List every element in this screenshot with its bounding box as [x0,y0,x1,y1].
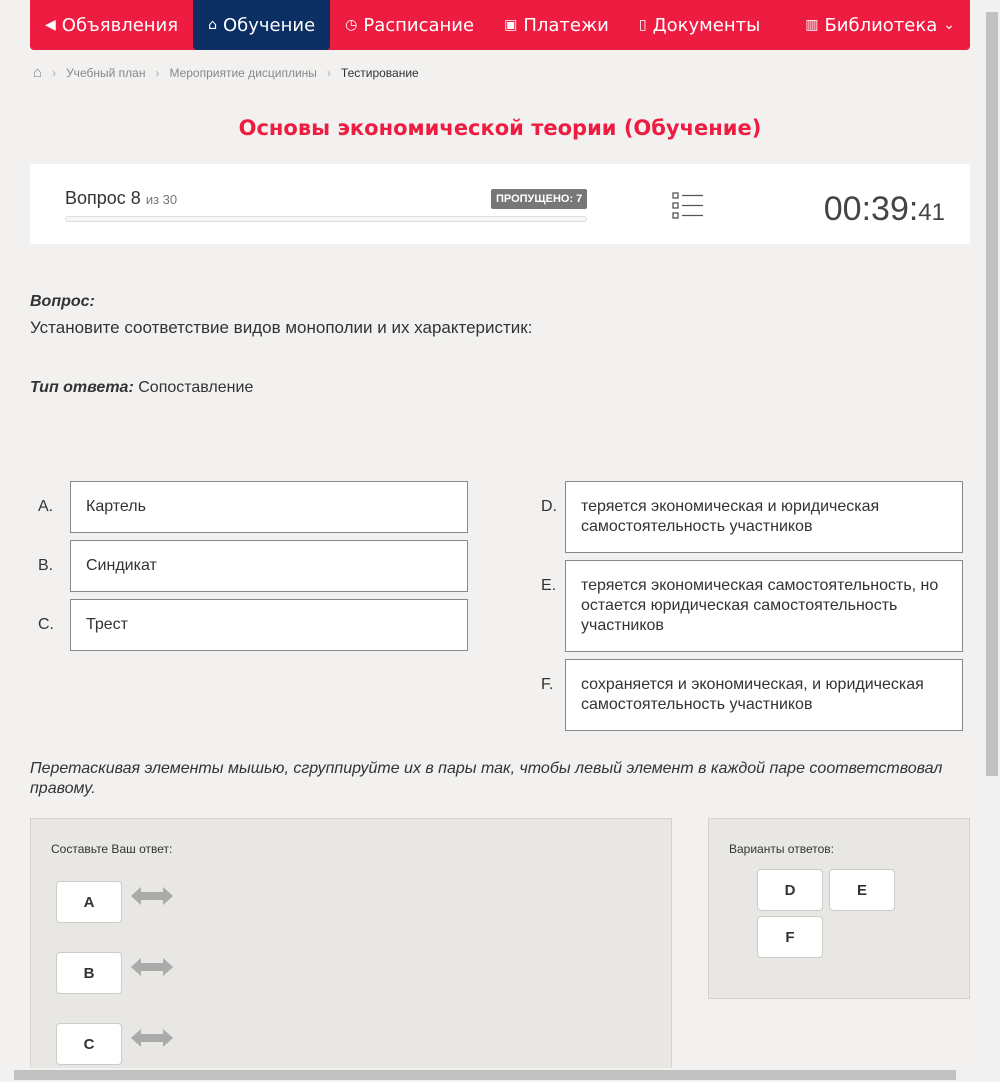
double-arrow-icon [131,957,173,977]
question-list-icon[interactable] [672,192,704,220]
answer-type: Тип ответа: Сопоставление [30,379,254,396]
answer-panel[interactable]: Составьте Ваш ответ: A B C [30,818,672,1078]
money-icon: ▣ [504,17,518,33]
breadcrumb-curriculum[interactable]: Учебный план [66,65,146,80]
megaphone-icon: ◀ [45,17,56,33]
skipped-badge: ПРОПУЩЕНО: 7 [491,189,587,209]
timer: 00:39:41 [823,190,945,228]
nav-documents[interactable]: ▯ Документы [638,14,761,36]
right-option-e: E. теряется экономическая самостоятельность, но остается юридическая самостоятельность участников [541,560,963,652]
nav-schedule[interactable]: ◷ Расписание [345,14,475,36]
answer-card-c[interactable]: C [56,1023,122,1065]
right-option-f: F. сохраняется и экономическая, и юридическая самостоятельность участников [541,659,963,731]
instruction-text: Перетаскивая элементы мышью, сгруппируйте их в пары так, чтобы левый элемент в каждой паре соответствовал правому. [30,760,943,797]
question-text: Установите соответствие видов монополии и их характеристик: [30,318,533,337]
home-icon[interactable]: ⌂ [33,64,43,81]
nav-library[interactable]: ▥ Библиотека ⌄ [805,14,955,36]
right-option-d: D. теряется экономическая и юридическая самостоятельность участников [541,481,963,553]
nav-learning[interactable]: ⌂ Обучение [193,0,330,50]
option-card-e[interactable]: E [829,869,895,911]
question-number: Вопрос 8 из 30 [65,188,178,208]
nav-payments[interactable]: ▣ Платежи [504,14,609,36]
book-icon: ▥ [805,17,819,33]
double-arrow-icon [131,886,173,906]
progress-bar [65,216,587,222]
left-option-c: C. Трест [38,599,468,651]
left-option-a: A. Картель [38,481,468,533]
left-option-b: B. Синдикат [38,540,468,592]
answer-card-a[interactable]: A [56,881,122,923]
graduation-cap-icon: ⌂ [208,17,217,33]
page-title: Основы экономической теории (Обучение) [238,116,762,140]
answer-card-b[interactable]: B [56,952,122,994]
document-icon: ▯ [638,17,647,33]
vertical-scrollbar[interactable] [984,0,1000,1068]
breadcrumb-current: Тестирование [340,65,419,80]
option-card-d[interactable]: D [757,869,823,911]
breadcrumb-discipline[interactable]: Мероприятие дисциплины [169,65,317,80]
horizontal-scrollbar[interactable] [0,1068,1000,1082]
nav-announcements[interactable]: ◀ Объявления [45,14,179,36]
chevron-down-icon: ⌄ [943,17,955,33]
double-arrow-icon [131,1028,173,1048]
clock-icon: ◷ [345,17,358,33]
main-nav [30,0,970,50]
breadcrumb: ⌂ › Учебный план › Мероприятие дисциплины › Тестирование [33,64,419,81]
question-bar [30,164,970,244]
options-panel[interactable]: Варианты ответов: D E F [708,818,970,999]
question-label: Вопрос: [30,293,95,310]
option-card-f[interactable]: F [757,916,823,958]
